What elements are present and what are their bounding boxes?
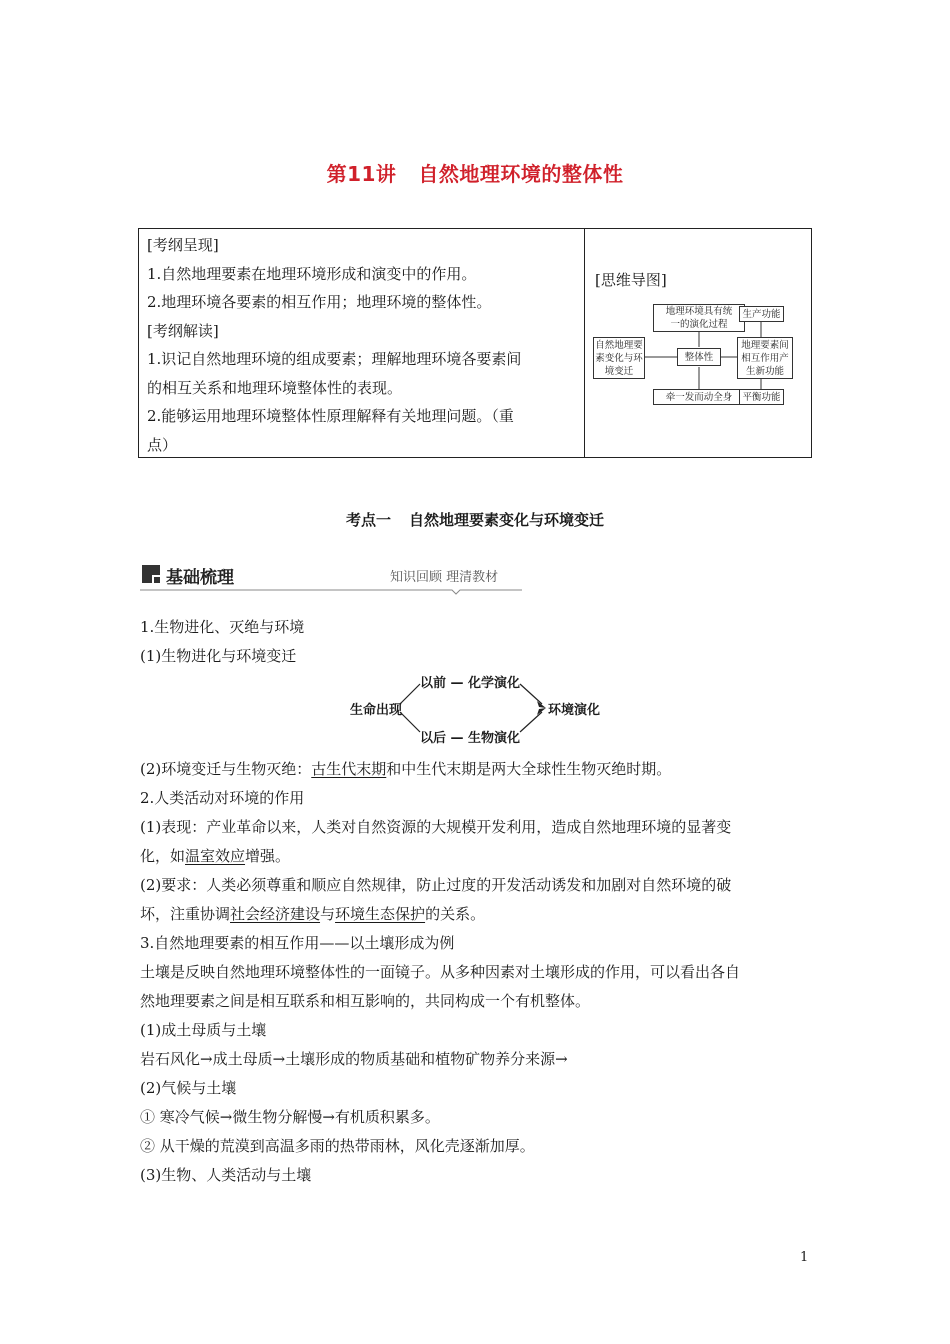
- mindmap-label: [思维导图]: [595, 271, 667, 289]
- square-icon: [142, 565, 160, 583]
- outline-item: 2.地理环境各要素的相互作用；地理环境的整体性。: [147, 293, 492, 311]
- flow-lower: 以后 — 生物演化: [420, 731, 521, 746]
- section-banner: [140, 560, 522, 596]
- banner-subtitle: 知识回顾 理清教材: [390, 570, 499, 585]
- mindmap-node-change: 自然地理要 素变化与环 境变迁: [593, 337, 645, 379]
- section-title: 考点一 自然地理要素变化与环境变迁: [345, 511, 605, 529]
- paragraph: (1)表现：产业革命以来，人类对自然资源的大规模开发利用，造成自然地理环境的显著变: [140, 818, 732, 836]
- subheading: (1)生物进化与环境变迁: [140, 647, 297, 665]
- lecture-number: 第11讲: [326, 162, 397, 186]
- banner-divider: [140, 582, 522, 596]
- mindmap-node-balance: 平衡功能: [739, 389, 784, 405]
- banner-title: 基础梳理: [166, 568, 234, 588]
- evolution-flow: [340, 666, 620, 750]
- interpretation-label: [考纲解读]: [147, 321, 219, 340]
- list-item: ① 寒冷气候→微生物分解慢→有机质积累多。: [140, 1108, 440, 1126]
- page-number: 1: [800, 1250, 809, 1265]
- exam-outline-label: [考纲呈现]: [147, 236, 219, 254]
- interpretation-item: 1.识记自然地理环境的组成要素；理解地理环境各要素间: [147, 350, 522, 368]
- subheading: (1)成土母质与土壤: [140, 1021, 267, 1039]
- outline-item: 1.自然地理要素在地理环境形成和演变中的作用。: [147, 264, 477, 283]
- mindmap-node-production: 生产功能: [739, 306, 784, 322]
- outline-cell: [139, 229, 585, 457]
- key-term: 环境生态保护: [335, 905, 426, 923]
- subheading: (2)气候与土壤: [140, 1079, 237, 1097]
- paragraph: (2)要求：人类必须尊重和顺应自然规律，防止过度的开发活动诱发和加剧对自然环境的破: [140, 876, 732, 894]
- interpretation-item: 点）: [147, 435, 178, 454]
- paragraph: 坏，注重协调社会经济建设与环境生态保护的关系。: [140, 905, 486, 923]
- flow-upper: 以前 — 化学演化: [420, 676, 521, 691]
- list-item: ② 从干燥的荒漠到高温多雨的热带雨林，风化壳逐渐加厚。: [140, 1137, 535, 1155]
- lecture-title: [0, 158, 950, 187]
- lecture-name: 自然地理环境的整体性: [418, 162, 624, 186]
- interpretation-item: 的相互关系和地理环境整体性的表现。: [147, 378, 403, 397]
- key-term: 社会经济建设: [230, 905, 321, 923]
- paragraph: 化，如温室效应增强。: [140, 847, 291, 865]
- outline-table: [138, 228, 812, 458]
- key-term: 古生代末期: [311, 760, 387, 778]
- mindmap-cell: [585, 229, 811, 457]
- paragraph: 土壤是反映自然地理环境整体性的一面镜子。从多种因素对土壤形成的作用，可以看出各自: [140, 963, 741, 981]
- paragraph: 然地理要素之间是相互联系和相互影响的，共同构成一个有机整体。: [140, 992, 591, 1010]
- mindmap-node-integrity: 整体性: [677, 348, 721, 366]
- mindmap-node-chain: 牵一发而动全身: [653, 389, 745, 405]
- mindmap-node-evolution: 地理环境具有统 一的演化过程: [653, 304, 745, 332]
- subheading: (3)生物、人类活动与土壤: [140, 1166, 312, 1184]
- mindmap-node-function: 地理要素间 相互作用产 生新功能: [737, 337, 793, 379]
- key-term: 温室效应: [185, 847, 246, 865]
- heading-1: 1.生物进化、灭绝与环境: [140, 618, 305, 636]
- heading-3: 3.自然地理要素的相互作用——以土壤形成为例: [140, 934, 455, 952]
- flow-end: 环境演化: [548, 703, 601, 718]
- flow-start: 生命出现: [350, 703, 403, 718]
- heading-2: 2.人类活动对环境的作用: [140, 789, 305, 807]
- paragraph: (2)环境变迁与生物灭绝：古生代末期和中生代末期是两大全球性生物灭绝时期。: [140, 760, 672, 778]
- interpretation-item: 2.能够运用地理环境整体性原理解释有关地理问题。（重: [147, 407, 514, 425]
- paragraph: 岩石风化→成土母质→土壤形成的物质基础和植物矿物养分来源→: [140, 1050, 568, 1068]
